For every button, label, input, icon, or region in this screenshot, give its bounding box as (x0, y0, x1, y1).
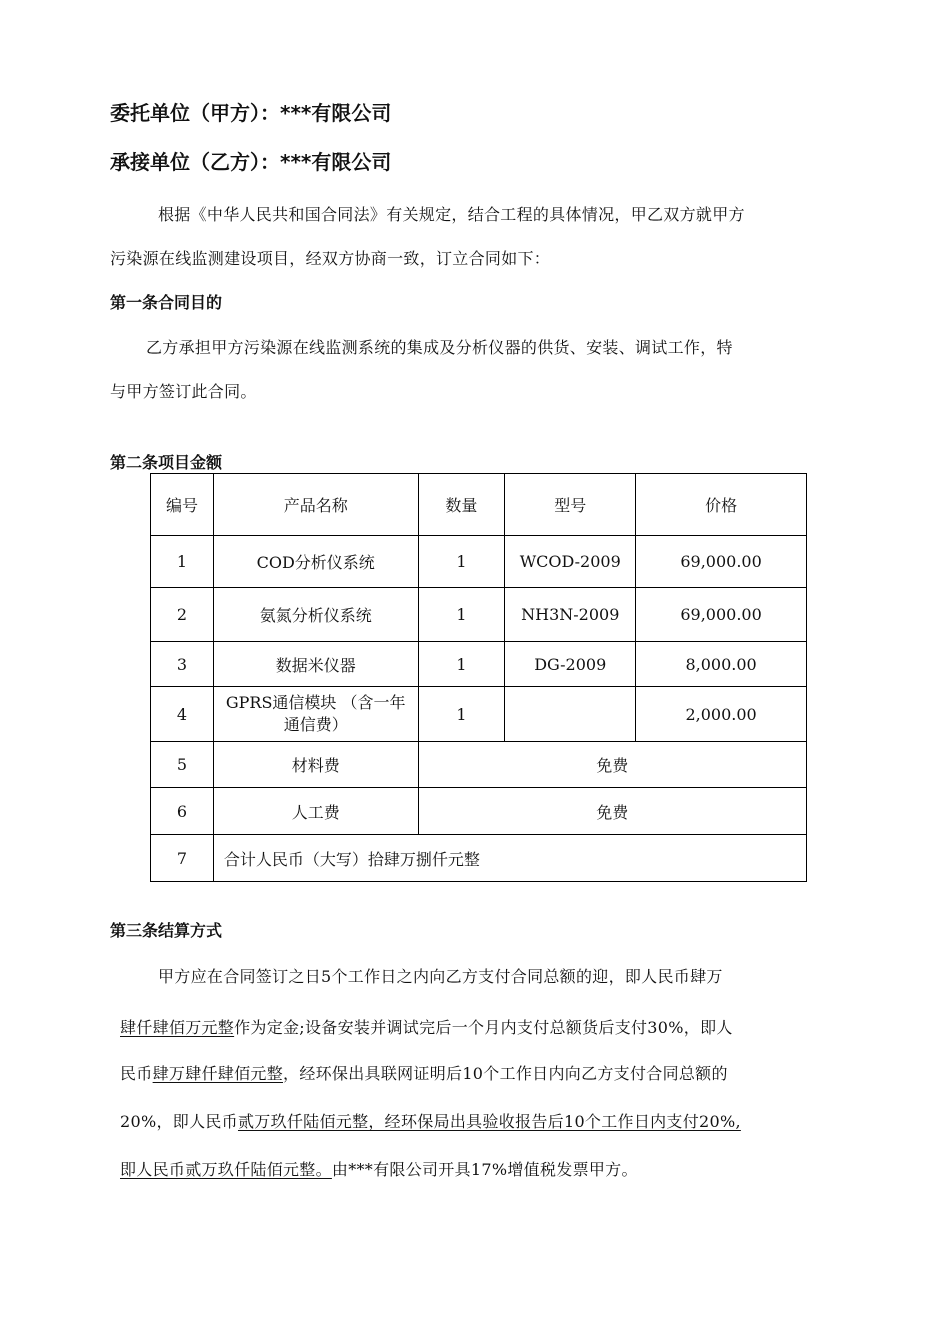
cell-model: WCOD-2009 (505, 536, 636, 588)
third-payment-clause: 贰万玖仟陆佰元整，经环保局出具验收报告后10个工作日内支付20%, (237, 1112, 741, 1131)
article-1-title: 第一条合同目的 (110, 293, 223, 312)
article-2-title: 第二条项目金额 (110, 453, 223, 472)
cell-no: 5 (151, 742, 214, 788)
cell-quantity: 1 (418, 588, 505, 642)
cell-no: 2 (151, 588, 214, 642)
article-1-line-2: 与甲方签订此合同。 (110, 382, 257, 401)
preamble-line-1: 根据《中华人民共和国合同法》有关规定，结合工程的具体情况，甲乙双方就甲方 (158, 205, 745, 224)
article-3-line-4 (120, 1109, 741, 1132)
header-price: 价格 (636, 474, 807, 536)
client-party: 委托单位（甲方）：***有限公司 (110, 101, 392, 125)
cell-no: 6 (151, 788, 214, 835)
line-3-prefix: 民币 (120, 1064, 153, 1083)
table-row (151, 536, 807, 588)
cell-no: 7 (151, 835, 214, 882)
cell-price: 69,000.00 (636, 588, 807, 642)
article-3-line-1: 甲方应在合同签订之日5个工作日之内向乙方支付合同总额的迎，即人民币肆万 (158, 967, 723, 986)
line-4-prefix: 20%，即人民币 (120, 1112, 238, 1131)
cell-material-free: 免费 (418, 742, 807, 788)
header-no: 编号 (151, 474, 214, 536)
cell-model: DG-2009 (505, 642, 636, 687)
cell-quantity: 1 (418, 536, 505, 588)
invoice-note: 由***有限公司开具17%增值税发票甲方。 (331, 1160, 638, 1179)
header-model: 型号 (505, 474, 636, 536)
cell-total-amount: 合计人民币（大写）拾肆万捌仟元整 (213, 835, 806, 882)
final-payment-amount: 即人民币贰万玖仟陆佰元整。 (120, 1160, 332, 1179)
cell-product-name: 数据米仪器 (213, 642, 418, 687)
cell-quantity: 1 (418, 642, 505, 687)
cell-no: 4 (151, 687, 214, 742)
cell-labor-free: 免费 (418, 788, 807, 835)
cell-price: 2,000.00 (636, 687, 807, 742)
article-3-title: 第三条结算方式 (110, 921, 223, 940)
article-1-line-1: 乙方承担甲方污染源在线监测系统的集成及分析仪器的供货、安装、调试工作，特 (146, 338, 733, 357)
cell-no: 1 (151, 536, 214, 588)
cell-quantity: 1 (418, 687, 505, 742)
article-3-line-5 (120, 1157, 638, 1180)
article-3-line-2 (120, 1015, 733, 1038)
table-row (151, 588, 807, 642)
cell-product-name: COD分析仪系统 (213, 536, 418, 588)
header-product-name: 产品名称 (213, 474, 418, 536)
cell-labor-fee: 人工费 (213, 788, 418, 835)
cell-no: 3 (151, 642, 214, 687)
labor-fee-row (151, 788, 807, 835)
cell-model (505, 687, 636, 742)
total-row (151, 835, 807, 882)
header-quantity: 数量 (418, 474, 505, 536)
price-table (150, 473, 807, 882)
deposit-amount: 肆仟肆佰万元整 (120, 1018, 235, 1037)
line-2-rest: 作为定金;设备安装并调试完后一个月内支付总额货后支付30%，即人 (234, 1018, 733, 1037)
contractor-party: 承接单位（乙方）：***有限公司 (110, 150, 392, 174)
table-row (151, 687, 807, 742)
cell-material-fee: 材料费 (213, 742, 418, 788)
preamble-line-2: 污染源在线监测建设项目，经双方协商一致，订立合同如下： (110, 249, 551, 268)
material-fee-row (151, 742, 807, 788)
cell-product-name: GPRS通信模块 （含一年通信费） (213, 687, 418, 742)
cell-price: 69,000.00 (636, 536, 807, 588)
line-3-rest: ，经环保出具联网证明后10个工作日内向乙方支付合同总额的 (283, 1064, 728, 1083)
cell-model: NH3N-2009 (505, 588, 636, 642)
table-row (151, 642, 807, 687)
cell-product-name: 氨氮分析仪系统 (213, 588, 418, 642)
cell-price: 8,000.00 (636, 642, 807, 687)
article-3-line-3 (120, 1061, 728, 1084)
second-payment-amount: 肆万肆仟肆佰元整 (152, 1064, 284, 1083)
table-header-row (151, 474, 807, 536)
